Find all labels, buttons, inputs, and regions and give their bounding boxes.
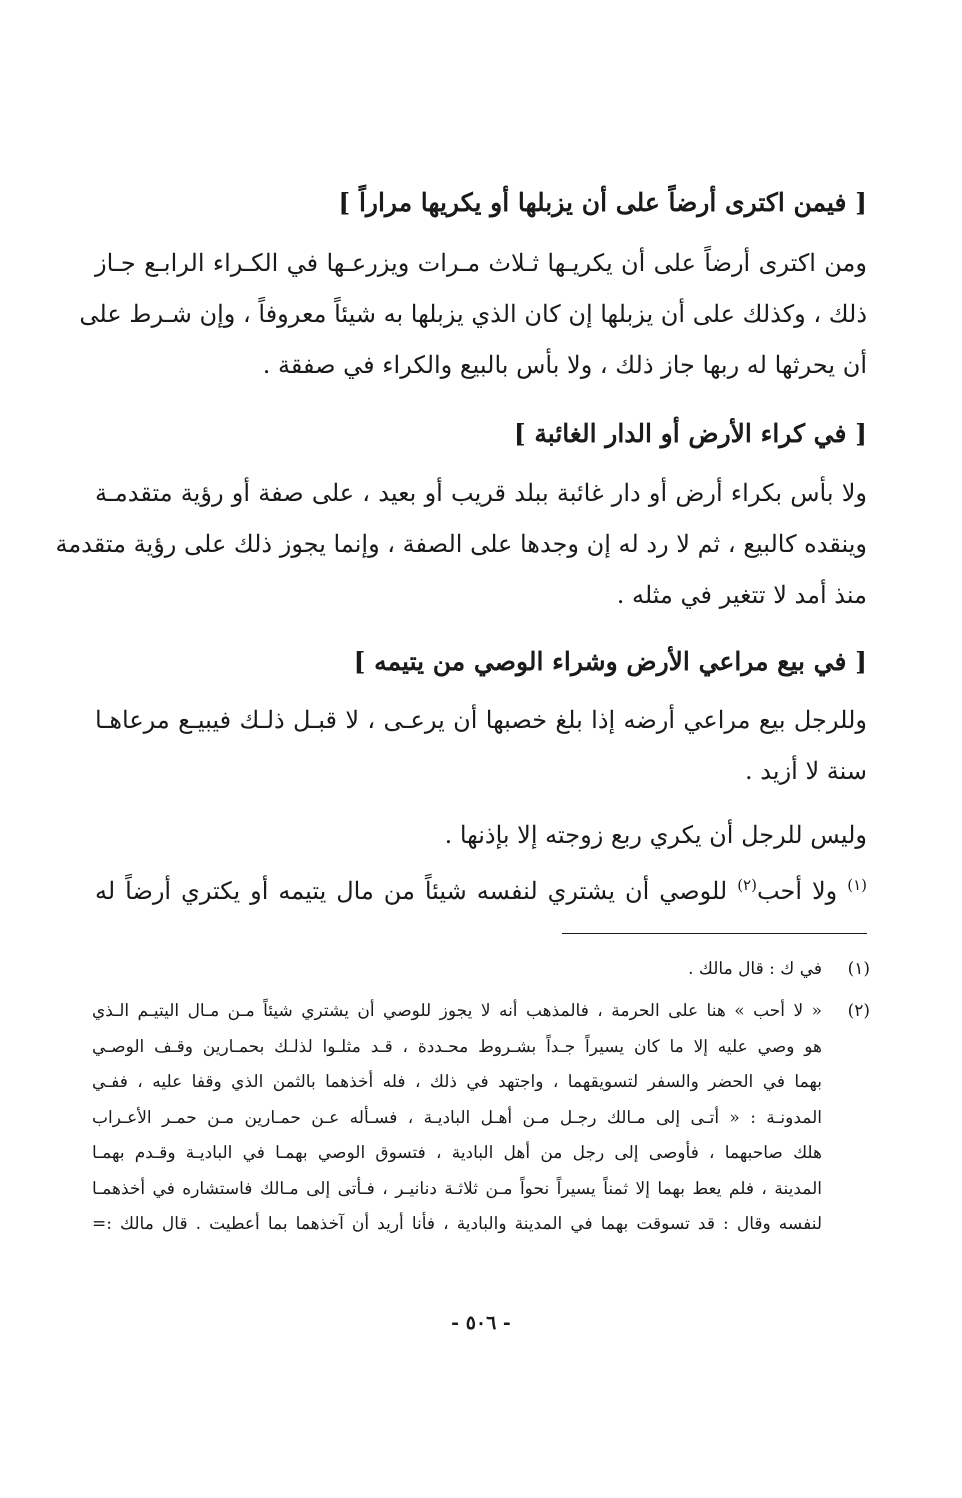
- footnote-line: المدونـة : « أتـى إلى مـالك رجـل مـن أهـل الباديـة ، فسـأله عـن حمـارين مـن حمـر الأعـراب: [92, 1107, 822, 1128]
- footnote-line: « لا أحب » هنا على الحرمة ، فالمذهب أنه لا يجوز للوصي أن يشتري شيئاً مـن مـال اليتيـم الـذي: [92, 1001, 822, 1021]
- footnote-number: (٢): [847, 1001, 870, 1021]
- paragraph-text: للوصي أن يشتري لنفسه شيئاً من مال يتيمه أو يكتري أرضاً له: [95, 877, 738, 905]
- paragraph-line: ومن اكترى أرضاً على أن يكريـها ثـلاث مـرات ويزرعـها في الكـراء الرابـع جـاز: [95, 249, 867, 277]
- paragraph-line: ولا بأس بكراء أرض أو دار غائبة ببلد قريب أو بعيد ، على صفة أو رؤية متقدمـة: [95, 479, 867, 507]
- paragraph-1: [79, 238, 867, 391]
- paragraph-line: وينقده كالبيع ، ثم لا رد له إن وجدها على الصفة ، وإنما يجوز ذلك على رؤية متقدمة: [55, 530, 867, 558]
- paragraph-line: منذ أمد لا تتغير في مثله .: [616, 581, 867, 609]
- section-heading-2: [ في كراء الأرض أو الدار الغائبة ]: [513, 419, 867, 448]
- footnote-marker-1[interactable]: (١): [847, 876, 867, 894]
- footnote-line: لنفسه وقال : قد تسوقت بهما في المدينة والبادية ، فأنا أريد أن آخذهما بما أعطيت . قال مالك :=: [92, 1214, 822, 1234]
- paragraph-2: [55, 468, 867, 621]
- paragraph-5: [95, 866, 867, 917]
- section-heading-3: [ في بيع مراعي الأرض وشراء الوصي من يتيمه ]: [353, 647, 867, 676]
- paragraph-text: ولا أحب: [756, 877, 848, 905]
- paragraph-line: وليس للرجل أن يكري ربع زوجته إلا بإذنها .: [444, 821, 867, 849]
- footnote-line: هلك صاحبهما ، فأوصى إلى رجل من أهل البادية ، فتسوق الوصي بهمـا في الباديـة وقـدم بهمـا: [92, 1143, 822, 1163]
- footnote-line: هو وصي عليه إلا ما كان يسيراً جـداً بشـروط محـددة ، قـد مثلـوا لذلـك بحمـارين وقـف الوصـي: [92, 1036, 822, 1057]
- paragraph-line: ذلك ، وكذلك على أن يزبلها إن كان الذي يزبلها به شيئاً معروفاً ، وإن شـرط على: [79, 300, 867, 328]
- paragraph-line: وللرجل بيع مراعي أرضه إذا بلغ خصبها أن يرعـى ، لا قبـل ذلـك فيبيـع مرعاهـا: [95, 706, 867, 734]
- paragraph-4: [95, 810, 867, 861]
- footnote-number: (١): [847, 959, 870, 979]
- footnote-line: بهما في الحضر والسفر لتسويقهما ، واجتهد في ذلك ، فله أخذهما بالثمن الذي وقفا عليه ، ففـي: [92, 1072, 822, 1092]
- paragraph-line: سنة لا أزيد .: [745, 757, 867, 785]
- paragraph-line: [95, 866, 867, 917]
- page-number: - ٥٠٦ -: [451, 1312, 511, 1334]
- section-heading-1: [ فيمن اكترى أرضاً على أن يزبلها أو يكريها مراراً ]: [338, 188, 867, 217]
- footnote-1: [92, 952, 870, 988]
- footnote-line: في ك : قال مالك .: [688, 959, 822, 979]
- footnote-2: [92, 994, 870, 1243]
- paragraph-line: أن يحرثها له ربها جاز ذلك ، ولا بأس بالبيع والكراء في صفقة .: [262, 351, 867, 379]
- footnote-marker-2[interactable]: (٢): [737, 876, 757, 894]
- paragraph-3: [95, 695, 867, 797]
- footnote-line: المدينة ، فلم يعط بهما إلا ثمناً يسيراً نحواً مـن ثلاثـة دنانيـر ، فـأتى إلى مـالك فاستشاره في أخذهمـا: [92, 1178, 822, 1199]
- footnote-separator: [562, 933, 867, 934]
